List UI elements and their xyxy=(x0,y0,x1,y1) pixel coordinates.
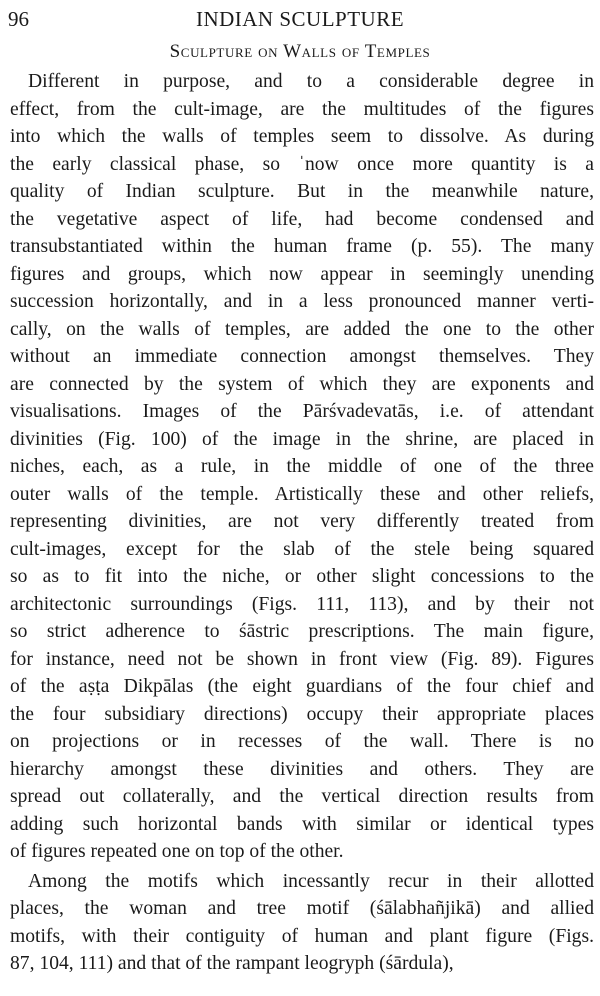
text-line: so as to fit into the niche, or other slight concessions to the xyxy=(10,566,594,587)
text-line: architectonic surroundings (Figs. 111, 113), and by their not xyxy=(10,593,594,615)
text-line: so strict adherence to śāstric prescriptions. The main figure, xyxy=(10,621,594,642)
text-line: the vegetative aspect of life, had become condensed and xyxy=(10,208,594,230)
text-line: the four subsidiary directions) occupy their appropriate places xyxy=(10,703,594,725)
paragraph xyxy=(10,68,594,866)
body-text xyxy=(10,68,594,978)
text-line: for instance, need not be shown in front view (Fig. 89). Figures xyxy=(10,648,594,670)
text-line: adding such horizontal bands with similar or identical types xyxy=(10,813,594,835)
running-title: INDIAN SCULPTURE xyxy=(195,7,405,31)
text-line: spread out collaterally, and the vertical direction results from xyxy=(10,786,594,807)
text-line: visualisations. Images of the Pārśvadevatās, i.e. of attendant xyxy=(10,401,594,422)
text-line: effect, from the cult-image, are the multitudes of the figures xyxy=(10,98,594,120)
text-line: transubstantiated within the human frame (p. 55). The many xyxy=(10,236,594,257)
text-line: Different in purpose, and to a considerable degree in xyxy=(28,71,594,92)
text-line: of figures repeated one on top of the other. xyxy=(10,841,344,862)
section-heading: Sculpture on Walls of Temples xyxy=(169,41,431,62)
text-line: into which the walls of temples seem to dissolve. As during xyxy=(10,126,594,147)
paragraph xyxy=(10,868,594,978)
text-line: on projections or in recesses of the wall. There is no xyxy=(10,731,594,752)
text-line: of the aṣṭa Dikpālas (the eight guardians of the four chief and xyxy=(10,676,594,697)
text-line: quality of Indian sculpture. But in the meanwhile nature, xyxy=(10,181,594,202)
text-line: the early classical phase, so ˈnow once more quantity is a xyxy=(10,153,594,175)
text-line: succession horizontally, and in a less pronounced manner verti- xyxy=(10,291,594,312)
text-line: motifs, with their contiguity of human and plant figure (Figs. xyxy=(10,925,594,947)
text-line: cally, on the walls of temples, are added the one to the other xyxy=(10,318,594,340)
text-line: hierarchy amongst these divinities and others. They are xyxy=(10,758,594,780)
text-line: outer walls of the temple. Artistically these and other reliefs, xyxy=(10,483,594,505)
text-line: cult-images, except for the slab of the stele being squared xyxy=(10,538,594,560)
text-line: representing divinities, are not very differently treated from xyxy=(10,511,594,532)
text-line: without an immediate connection amongst themselves. They xyxy=(10,346,594,367)
text-line: divinities (Fig. 100) of the image in the shrine, are placed in xyxy=(10,428,594,450)
text-line: are connected by the system of which they are exponents and xyxy=(10,373,594,395)
running-head xyxy=(8,4,592,34)
text-line: places, the woman and tree motif (śālabhañjikā) and allied xyxy=(10,898,594,919)
text-line: 87, 104, 111) and that of the rampant leogryph (śārdula), xyxy=(10,953,454,974)
text-line: niches, each, as a rule, in the middle of one of the three xyxy=(10,456,594,477)
text-line: figures and groups, which now appear in seemingly unending xyxy=(10,263,594,285)
page-number: 96 xyxy=(8,7,29,31)
text-line: Among the motifs which incessantly recur in their allotted xyxy=(28,870,594,892)
